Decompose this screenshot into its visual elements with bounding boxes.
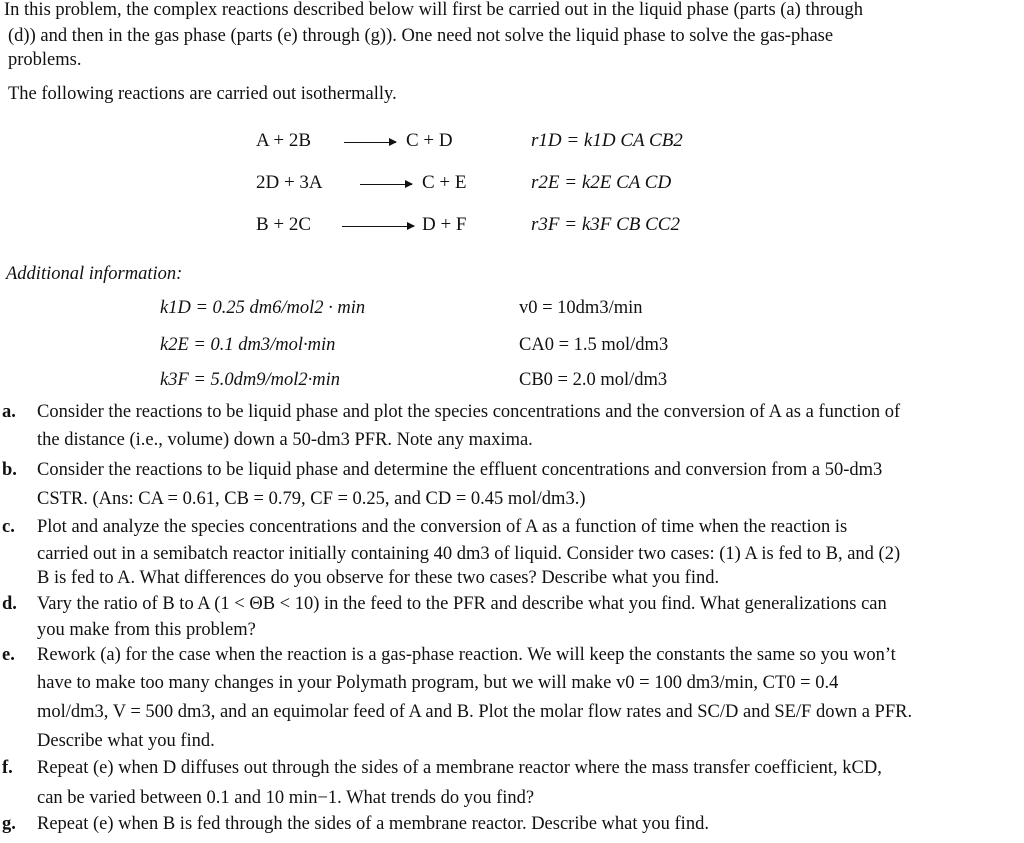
part-f-marker: f. <box>2 758 13 778</box>
part-a-line-1: Consider the reactions to be liquid phase and plot the species concentrations and the conversion of A as a function of <box>37 402 901 422</box>
ca0-value: CA0 = 1.5 mol/dm3 <box>519 335 669 355</box>
reaction-1-reactants: A + 2B <box>256 130 312 151</box>
reaction-3-products: D + F <box>422 214 467 235</box>
reaction-3-reactants: B + 2C <box>256 214 312 235</box>
part-c-line-2: carried out in a semibatch reactor initially containing 40 dm3 of liquid. Consider two cases: (1) A is fed to B, and (2) <box>37 544 901 564</box>
v0-value: v0 = 10dm3/min <box>519 298 643 318</box>
additional-info-heading: Additional information: <box>6 264 183 284</box>
k2e-value: k2E = 0.1 dm3/mol·min <box>160 335 336 355</box>
k1d-value: k1D = 0.25 dm6/mol2 · min <box>160 298 366 318</box>
part-g-line-1: Repeat (e) when B is fed through the sides of a membrane reactor. Describe what you find. <box>37 814 709 834</box>
part-b-line-1: Consider the reactions to be liquid phase and determine the effluent concentrations and conversion from a 50-dm3 <box>37 460 883 480</box>
cb0-value: CB0 = 2.0 mol/dm3 <box>519 370 668 390</box>
reaction-1-products: C + D <box>406 130 453 151</box>
part-c-marker: c. <box>2 517 15 537</box>
reaction-arrow-icon <box>342 226 414 227</box>
part-a-line-2: the distance (i.e., volume) down a 50-dm3 PFR. Note any maxima. <box>37 430 533 450</box>
reaction-2-reactants: 2D + 3A <box>256 172 323 193</box>
reaction-arrow-icon <box>360 184 412 185</box>
problem-intro <box>4 0 863 23</box>
reaction-1 <box>256 128 696 156</box>
part-d-line-2: you make from this problem? <box>37 620 256 640</box>
part-e-marker: e. <box>2 645 15 665</box>
part-f-line-1: Repeat (e) when D diffuses out through the sides of a membrane reactor where the mass transfer coefficient, kCD, <box>37 758 882 778</box>
reaction-2 <box>256 170 696 198</box>
k3f-value: k3F = 5.0dm9/mol2·min <box>160 370 340 390</box>
reaction-arrow-icon <box>344 142 396 143</box>
part-e-line-3: mol/dm3, V = 500 dm3, and an equimolar feed of A and B. Plot the molar flow rates and SC/D and SE/F down a PFR. <box>37 702 913 722</box>
part-c-line-3: B is fed to A. What differences do you observe for these two cases? Describe what you find. <box>37 568 720 588</box>
part-c-line-1: Plot and analyze the species concentrations and the conversion of A as a function of time when the reaction is <box>37 517 848 537</box>
part-g-marker: g. <box>2 814 16 834</box>
part-b-marker: b. <box>2 460 17 480</box>
part-d-marker: d. <box>2 594 17 614</box>
part-a-marker: a. <box>2 402 16 422</box>
reaction-3 <box>256 212 696 240</box>
reaction-2-rate: r2E = k2E CA CD <box>531 172 672 193</box>
part-f-line-2: can be varied between 0.1 and 10 min−1. What trends do you find? <box>37 788 535 808</box>
part-e-line-1: Rework (a) for the case when the reaction is a gas-phase reaction. We will keep the constants the same so you won’t <box>37 645 896 665</box>
part-d-line-1: Vary the ratio of B to A (1 < ΘB < 10) in the feed to the PFR and describe what you find. What generalizations can <box>37 594 887 614</box>
intro-line-1: In this problem, the complex reactions described below will first be carried out in the liquid phase (parts (a) through <box>4 0 863 20</box>
part-e-line-2: have to make too many changes in your Polymath program, but we will make v0 = 100 dm3/min, CT0 = 0.4 <box>37 673 839 693</box>
reaction-3-rate: r3F = k3F CB CC2 <box>531 214 680 235</box>
intro-line-2: (d)) and then in the gas phase (parts (e) through (g)). One need not solve the liquid phase to solve the gas-phase <box>8 26 834 46</box>
reaction-2-products: C + E <box>422 172 467 193</box>
isothermal-statement: The following reactions are carried out isothermally. <box>8 84 397 104</box>
part-e-line-4: Describe what you find. <box>37 731 215 751</box>
reaction-1-rate: r1D = k1D CA CB2 <box>531 130 683 151</box>
intro-line-3: problems. <box>8 50 82 70</box>
part-b-line-2: CSTR. (Ans: CA = 0.61, CB = 0.79, CF = 0.25, and CD = 0.45 mol/dm3.) <box>37 489 586 509</box>
